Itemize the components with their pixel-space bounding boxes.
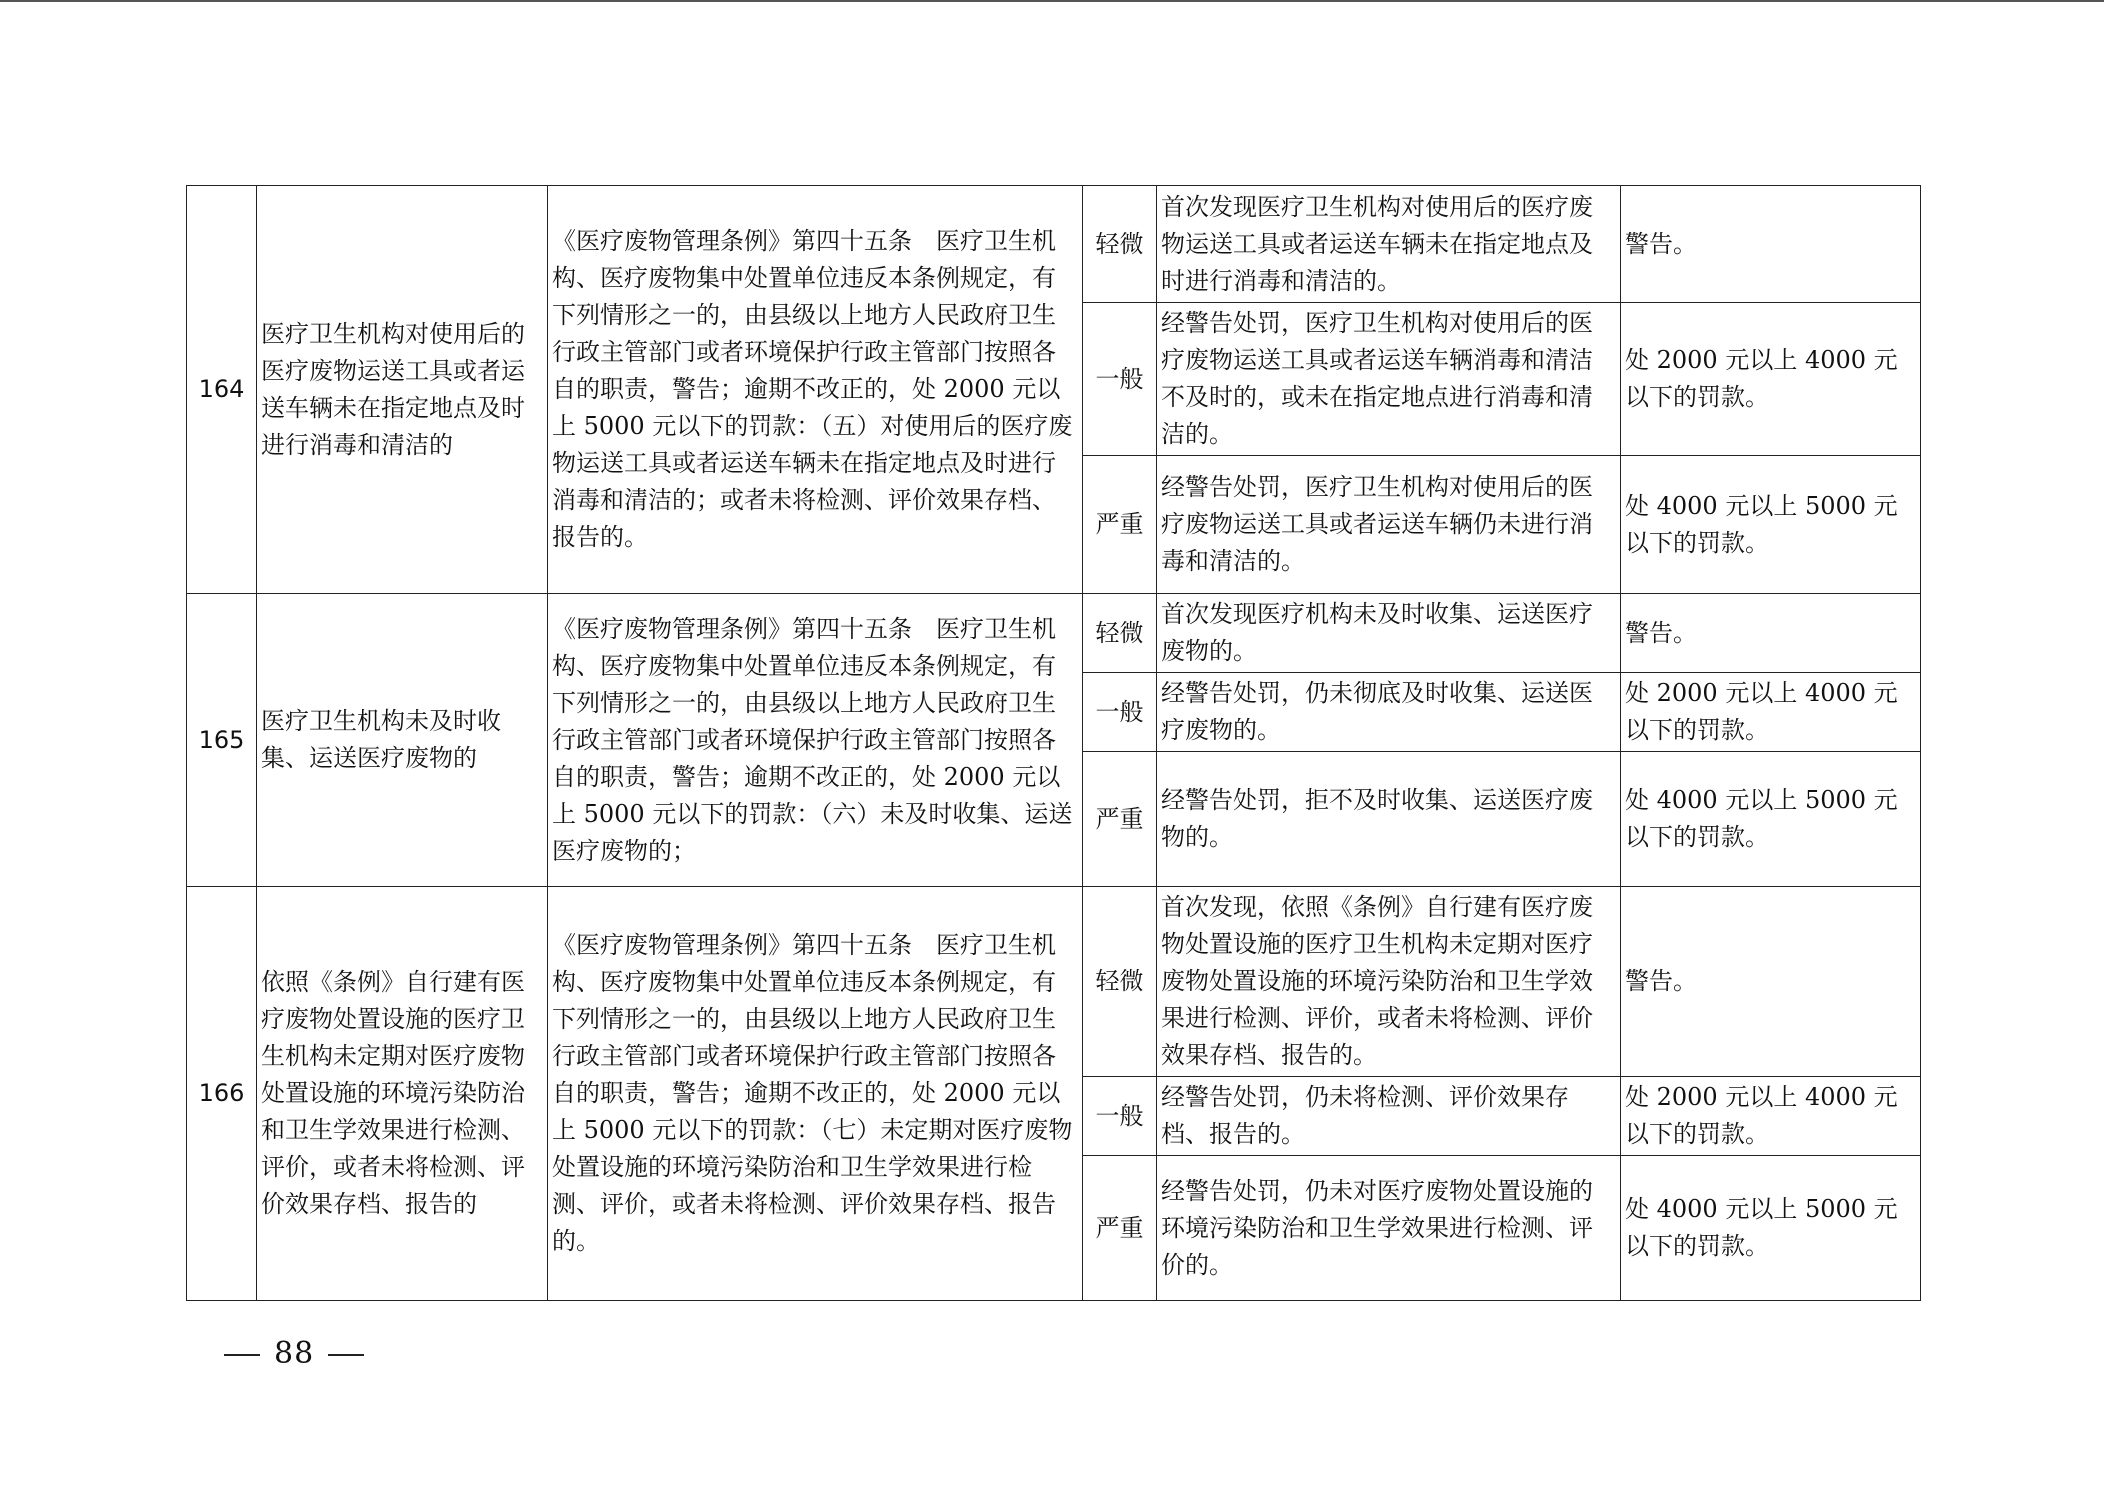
severity-level: 轻微: [1083, 594, 1157, 673]
severity-level: 一般: [1083, 303, 1157, 456]
circumstance-text: 首次发现，依照《条例》自行建有医疗废物处置设施的医疗卫生机构未定期对医疗废物处置设施的环境污染防治和卫生学效果进行检测、评价，或者未将检测、评价效果存档、报告的。: [1157, 887, 1621, 1077]
circumstance-text: 经警告处罚，拒不及时收集、运送医疗废物的。: [1157, 752, 1621, 887]
severity-level: 严重: [1083, 456, 1157, 594]
penalty-text: 处 2000 元以上 4000 元以下的罚款。: [1621, 673, 1921, 752]
table-row: [187, 186, 1921, 303]
offense-description: 依照《条例》自行建有医疗废物处置设施的医疗卫生机构未定期对医疗废物处置设施的环境污染防治和卫生学效果进行检测、评价，或者未将检测、评价效果存档、报告的: [257, 887, 548, 1301]
severity-level: 一般: [1083, 673, 1157, 752]
penalty-text: 处 2000 元以上 4000 元以下的罚款。: [1621, 303, 1921, 456]
severity-level: 轻微: [1083, 887, 1157, 1077]
circumstance-text: 首次发现医疗机构未及时收集、运送医疗废物的。: [1157, 594, 1621, 673]
circumstance-text: 首次发现医疗卫生机构对使用后的医疗废物运送工具或者运送车辆未在指定地点及时进行消毒和清洁的。: [1157, 186, 1621, 303]
page-top-border: [0, 0, 2104, 2]
page-number: 88: [274, 1336, 315, 1371]
offense-description: 医疗卫生机构未及时收集、运送医疗废物的: [257, 594, 548, 887]
legal-basis: 《医疗废物管理条例》第四十五条 医疗卫生机构、医疗废物集中处置单位违反本条例规定，有下列情形之一的，由县级以上地方人民政府卫生行政主管部门或者环境保护行政主管部门按照各自的职责，警告；逾期不改正的，处 2000 元以上 5000 元以下的罚款：（七）未定期对医疗废物处置设施的环境污染防治和卫生学效果进行检测、评价，或者未将检测、评价效果存档、报告的。: [548, 887, 1083, 1301]
penalty-text: 警告。: [1621, 594, 1921, 673]
penalty-text: 处 4000 元以上 5000 元以下的罚款。: [1621, 1156, 1921, 1301]
legal-basis: 《医疗废物管理条例》第四十五条 医疗卫生机构、医疗废物集中处置单位违反本条例规定，有下列情形之一的，由县级以上地方人民政府卫生行政主管部门或者环境保护行政主管部门按照各自的职责，警告；逾期不改正的，处 2000 元以上 5000 元以下的罚款：（五）对使用后的医疗废物运送工具或者运送车辆未在指定地点及时进行消毒和清洁的；或者未将检测、评价效果存档、报告的。: [548, 186, 1083, 594]
penalty-text: 警告。: [1621, 887, 1921, 1077]
footer-dash-left: [224, 1354, 260, 1356]
penalty-text: 处 2000 元以上 4000 元以下的罚款。: [1621, 1077, 1921, 1156]
severity-level: 一般: [1083, 1077, 1157, 1156]
footer-dash-right: [328, 1354, 364, 1356]
table-row: [187, 594, 1921, 673]
circumstance-text: 经警告处罚，仍未将检测、评价效果存档、报告的。: [1157, 1077, 1621, 1156]
circumstance-text: 经警告处罚，仍未对医疗废物处置设施的环境污染防治和卫生学效果进行检测、评价的。: [1157, 1156, 1621, 1301]
penalty-text: 处 4000 元以上 5000 元以下的罚款。: [1621, 456, 1921, 594]
item-number: 165: [187, 594, 257, 887]
penalty-text: 处 4000 元以上 5000 元以下的罚款。: [1621, 752, 1921, 887]
offense-description: 医疗卫生机构对使用后的医疗废物运送工具或者运送车辆未在指定地点及时进行消毒和清洁的: [257, 186, 548, 594]
item-number: 164: [187, 186, 257, 594]
penalty-text: 警告。: [1621, 186, 1921, 303]
circumstance-text: 经警告处罚，医疗卫生机构对使用后的医疗废物运送工具或者运送车辆仍未进行消毒和清洁的。: [1157, 456, 1621, 594]
severity-level: 严重: [1083, 1156, 1157, 1301]
legal-basis: 《医疗废物管理条例》第四十五条 医疗卫生机构、医疗废物集中处置单位违反本条例规定，有下列情形之一的，由县级以上地方人民政府卫生行政主管部门或者环境保护行政主管部门按照各自的职责，警告；逾期不改正的，处 2000 元以上 5000 元以下的罚款：（六）未及时收集、运送医疗废物的；: [548, 594, 1083, 887]
page-footer: [210, 1336, 378, 1371]
item-number: 166: [187, 887, 257, 1301]
severity-level: 轻微: [1083, 186, 1157, 303]
severity-level: 严重: [1083, 752, 1157, 887]
circumstance-text: 经警告处罚，仍未彻底及时收集、运送医疗废物的。: [1157, 673, 1621, 752]
circumstance-text: 经警告处罚，医疗卫生机构对使用后的医疗废物运送工具或者运送车辆消毒和清洁不及时的，或未在指定地点进行消毒和清洁的。: [1157, 303, 1621, 456]
penalty-discretion-table: [186, 185, 1921, 1301]
table-row: [187, 887, 1921, 1077]
